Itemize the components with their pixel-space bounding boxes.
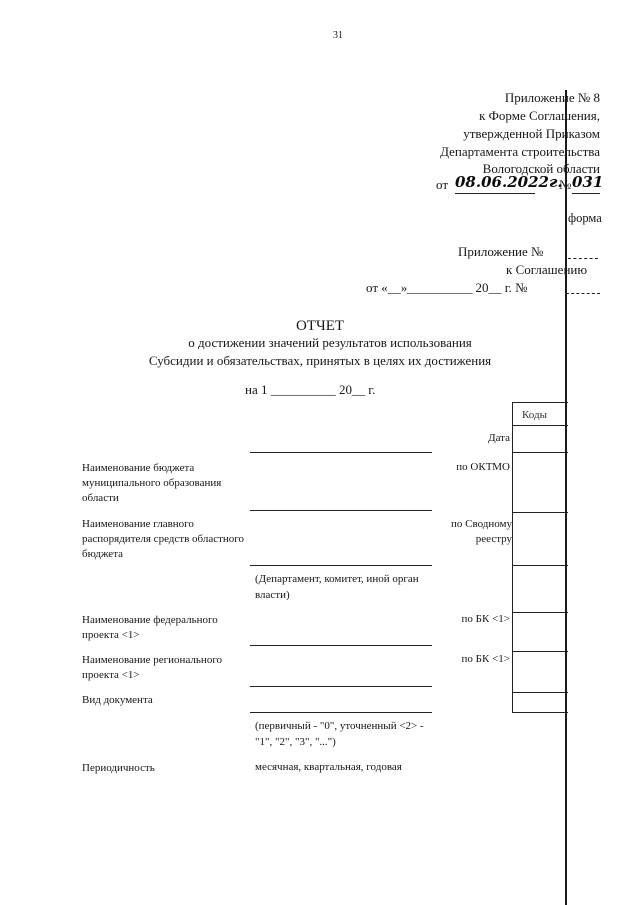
codes-row-line xyxy=(512,452,568,453)
appendix-line-1: Приложение № 8 xyxy=(504,90,600,105)
label-chief-manager: Наименование главного распорядителя средств областного бюджета xyxy=(82,518,245,560)
label-bk-federal: по БК <1> xyxy=(461,613,510,625)
report-subtitle-2: Субсидии и обязательствах, принятых в целях их достижения xyxy=(148,353,492,368)
value-periodicity: месячная, квартальная, годовая xyxy=(255,761,402,773)
number-underline xyxy=(572,193,600,194)
field-line xyxy=(250,712,432,713)
label-document-type: Вид документа xyxy=(82,694,153,706)
agreement-num-line-2 xyxy=(566,293,600,294)
date-underline xyxy=(455,193,535,194)
label-date: Дата xyxy=(488,432,510,444)
field-line xyxy=(250,452,432,453)
label-bk-regional: по БК <1> xyxy=(461,653,510,665)
field-line xyxy=(250,686,432,687)
note-department: (Департамент, комитет, иной орган власти) xyxy=(255,573,419,601)
form-label: форма xyxy=(568,211,602,225)
appendix-date-prefix: от xyxy=(436,177,449,192)
label-budget-name: Наименование бюджета муниципального образования области xyxy=(82,462,222,504)
codes-row-line xyxy=(512,512,568,513)
appendix-line-3: утвержденной Приказом xyxy=(463,126,600,141)
handwritten-number: 031 xyxy=(572,173,604,191)
field-line xyxy=(250,565,432,566)
agreement-line-3: от «__»__________ 20__ г. № xyxy=(366,280,528,295)
field-line xyxy=(250,645,432,646)
label-federal-project: Наименование федерального проекта <1> xyxy=(82,614,218,641)
label-oktmo: по ОКТМО xyxy=(456,461,510,473)
agreement-line-1: Приложение № xyxy=(458,244,544,259)
field-line xyxy=(250,510,432,511)
scan-edge-line xyxy=(565,90,567,905)
agreement-num-line xyxy=(568,258,598,259)
appendix-num-prefix: № xyxy=(559,177,572,192)
codes-header: Коды xyxy=(522,409,547,421)
report-title: ОТЧЕТ xyxy=(295,318,345,334)
page-number: 31 xyxy=(333,30,343,41)
codes-left-border xyxy=(512,402,513,712)
note-document-type: (первичный - "0", уточненный <2> - "1", "2", "3", "...") xyxy=(255,720,424,748)
label-periodicity: Периодичность xyxy=(82,762,155,774)
codes-bottom-border xyxy=(512,712,568,713)
codes-row-line xyxy=(512,612,568,613)
codes-top-border xyxy=(512,402,568,403)
handwritten-date: 08.06.2022г. xyxy=(455,173,563,191)
codes-row-line xyxy=(512,692,568,693)
appendix-line-2: к Форме Соглашения, xyxy=(479,108,600,123)
label-consolidated-registry: по Сводному реестру xyxy=(450,518,512,545)
codes-row-line xyxy=(512,565,568,566)
report-subtitle-1: о достижении значений результатов использования xyxy=(188,335,472,350)
codes-row-line xyxy=(512,425,568,426)
agreement-line-2: к Соглашению xyxy=(506,262,588,277)
label-regional-project: Наименование регионального проекта <1> xyxy=(82,654,223,681)
appendix-line-4: Департамента строительства xyxy=(440,144,600,159)
report-as-of: на 1 __________ 20__ г. xyxy=(245,382,376,397)
appendix-line-5: Вологодской области xyxy=(482,161,600,176)
codes-row-line xyxy=(512,651,568,652)
